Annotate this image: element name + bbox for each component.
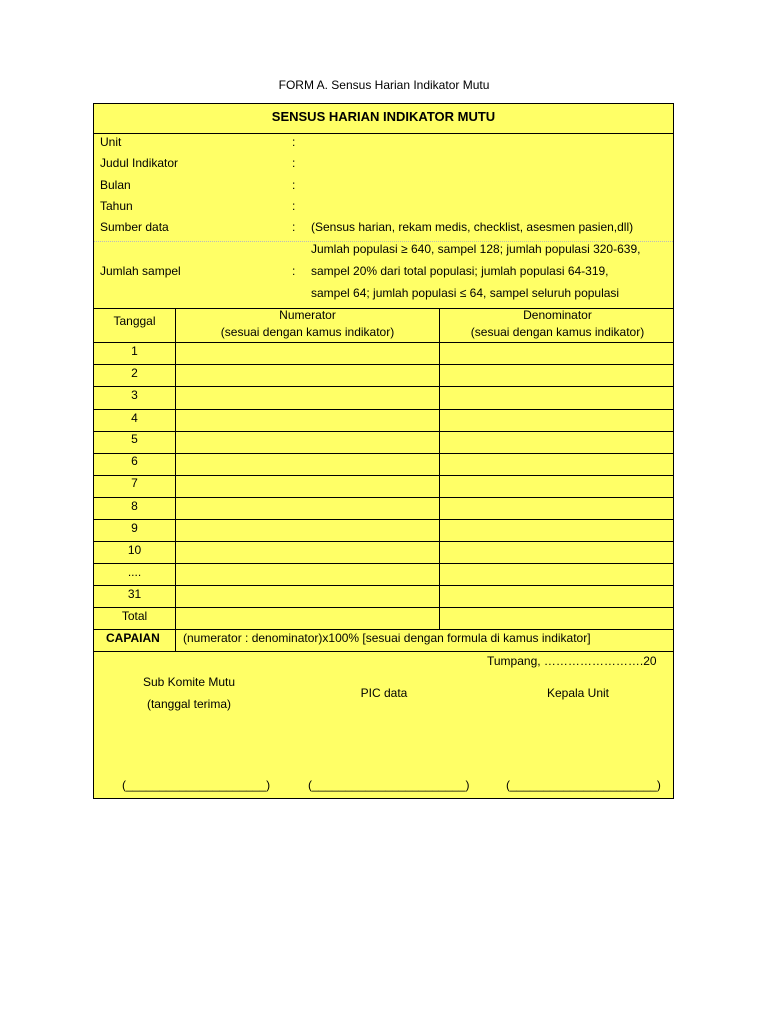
table-row-label: 5 bbox=[131, 432, 138, 446]
table-row-label: 1 bbox=[131, 344, 138, 358]
table-header-border bbox=[94, 342, 673, 343]
table-row-label: 4 bbox=[131, 411, 138, 425]
row-divider bbox=[94, 475, 673, 476]
row-divider bbox=[94, 386, 673, 387]
form-caption: FORM A. Sensus Harian Indikator Mutu bbox=[278, 78, 490, 92]
unit-label: Unit bbox=[100, 135, 122, 149]
capaian-bottom-border bbox=[94, 651, 673, 652]
sub-komite-label: Sub Komite Mutu bbox=[142, 675, 236, 689]
column-divider bbox=[439, 308, 440, 629]
kepala-unit-label: Kepala Unit bbox=[546, 686, 610, 700]
table-row-label: 6 bbox=[131, 454, 138, 468]
tahun-colon: : bbox=[292, 199, 296, 213]
numerator-header: Numerator bbox=[279, 308, 336, 322]
judul-indikator-label: Judul Indikator bbox=[100, 156, 179, 170]
row-divider bbox=[94, 541, 673, 542]
jumlah-sampel-colon: : bbox=[292, 264, 296, 278]
judul-indikator-colon: : bbox=[292, 156, 296, 170]
row-divider bbox=[94, 563, 673, 564]
row-divider bbox=[94, 629, 673, 630]
table-row-label: 31 bbox=[127, 587, 142, 601]
tanggal-header: Tanggal bbox=[113, 314, 156, 328]
denominator-header: Denominator bbox=[523, 308, 592, 322]
total-row-label: Total bbox=[121, 609, 148, 623]
title-divider bbox=[94, 133, 673, 134]
signature-line-kepala: (______________________) bbox=[506, 778, 661, 792]
capaian-label: CAPAIAN bbox=[106, 631, 160, 645]
sumber-data-colon: : bbox=[292, 220, 296, 234]
unit-colon: : bbox=[292, 135, 296, 149]
table-row-label: 10 bbox=[127, 543, 142, 557]
denominator-subheader: (sesuai dengan kamus indikator) bbox=[470, 325, 645, 339]
bulan-label: Bulan bbox=[100, 178, 131, 192]
table-row-label: .... bbox=[127, 565, 142, 579]
column-divider bbox=[175, 308, 176, 629]
capaian-formula: (numerator : denominator)x100% [sesuai dengan formula di kamus indikator] bbox=[183, 631, 591, 645]
form-title: SENSUS HARIAN INDIKATOR MUTU bbox=[271, 109, 496, 124]
table-row-label: 7 bbox=[131, 476, 138, 490]
bulan-colon: : bbox=[292, 178, 296, 192]
row-divider bbox=[94, 497, 673, 498]
census-form bbox=[93, 103, 674, 799]
column-divider bbox=[175, 629, 176, 651]
row-divider bbox=[94, 431, 673, 432]
sample-rule-line-3: sampel 64; jumlah populasi ≤ 64, sampel seluruh populasi bbox=[311, 286, 620, 300]
table-row-label: 9 bbox=[131, 521, 138, 535]
sample-rule-line-2: sampel 20% dari total populasi; jumlah populasi 64-319, bbox=[311, 264, 609, 278]
signature-line-sub-komite: (_____________________) bbox=[122, 778, 271, 792]
pic-data-label: PIC data bbox=[360, 686, 408, 700]
place-date: Tumpang, …………………….20 bbox=[487, 654, 657, 668]
numerator-subheader: (sesuai dengan kamus indikator) bbox=[220, 325, 395, 339]
row-divider bbox=[94, 607, 673, 608]
sample-rule-line-1: Jumlah populasi ≥ 640, sampel 128; jumlah populasi 320-639, bbox=[311, 242, 641, 256]
table-row-label: 3 bbox=[131, 388, 138, 402]
row-divider bbox=[94, 364, 673, 365]
table-row-label: 2 bbox=[131, 366, 138, 380]
sumber-data-value: (Sensus harian, rekam medis, checklist, asesmen pasien,dll) bbox=[311, 220, 634, 234]
row-divider bbox=[94, 453, 673, 454]
row-divider bbox=[94, 585, 673, 586]
sumber-data-label: Sumber data bbox=[100, 220, 169, 234]
signature-line-pic: (_______________________) bbox=[308, 778, 470, 792]
tahun-label: Tahun bbox=[100, 199, 133, 213]
table-row-label: 8 bbox=[131, 499, 138, 513]
tanggal-terima-label: (tanggal terima) bbox=[146, 697, 232, 711]
jumlah-sampel-label: Jumlah sampel bbox=[100, 264, 181, 278]
row-divider bbox=[94, 519, 673, 520]
row-divider bbox=[94, 409, 673, 410]
